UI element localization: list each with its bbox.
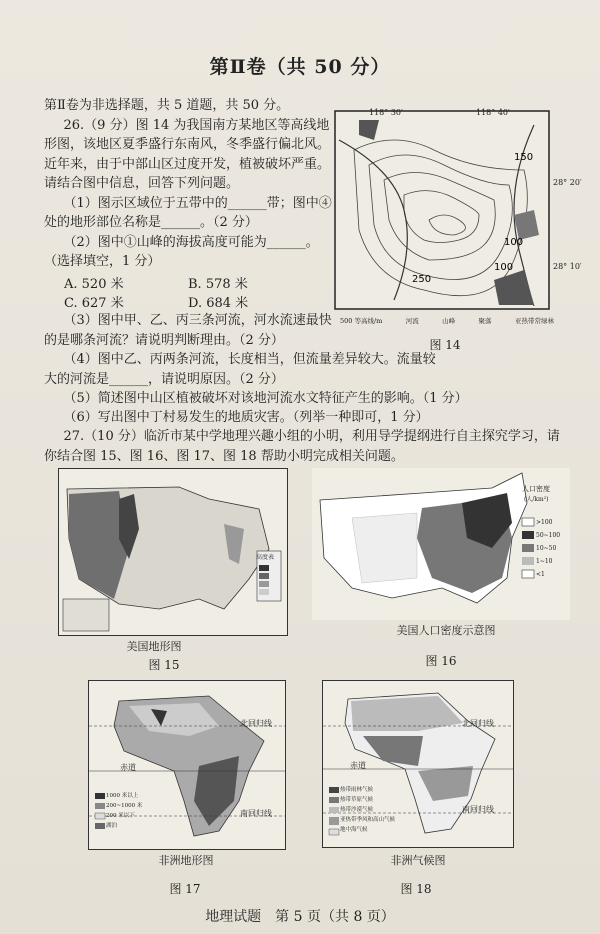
legend-item: 200~1000 米: [106, 803, 143, 809]
legend-item: 热带草原气候: [340, 797, 374, 803]
fig17-equator: 赤道: [120, 763, 136, 772]
legend-settlement: 聚落: [478, 317, 492, 325]
figure-18-caption: 图 18: [400, 882, 432, 896]
question-26-block: [44, 96, 334, 272]
option-b: B. 578 米: [188, 277, 248, 292]
legend-item: 50~100: [536, 532, 561, 539]
figure-15-caption: 图 15: [148, 658, 180, 672]
figure-14-caption: 图 14: [429, 338, 461, 352]
figure-16-caption: 图 16: [425, 654, 457, 668]
option-c: C. 627 米: [64, 296, 124, 311]
option-d: D. 684 米: [188, 296, 249, 311]
lon-label-2: 118° 40′: [476, 108, 510, 117]
page-footer: 地理试题 第 5 页（共 8 页）: [205, 909, 395, 925]
legend-item: 湖泊: [106, 823, 118, 829]
lat-label-2: 28° 10′: [553, 262, 582, 271]
fig16-legend: [536, 516, 560, 581]
figure-15-subcaption: 美国地形图: [126, 640, 182, 653]
legend-item: <1: [536, 571, 545, 578]
q26-part3: （3）图中甲、乙、丙三条河流，河水流速最快的是哪条河流？请说明判断理由。（2 分）: [44, 313, 332, 348]
figure-14-legend: [340, 316, 554, 325]
legend-item: 200 米以下: [106, 813, 135, 819]
legend-forest: 亚热带常绿林: [514, 317, 554, 325]
contour-label-150: 150: [514, 152, 534, 163]
figure-14-contour-map: [334, 110, 550, 310]
page-title: 第Ⅱ卷（共 50 分）: [209, 56, 391, 78]
figure-17-caption: 图 17: [169, 882, 201, 896]
legend-item: 热带沙漠气候: [340, 807, 374, 813]
fig18-tropic-n: 北回归线: [462, 719, 494, 728]
q26-stem: 26.（9 分）图 14 为我国南方某地区等高线地形图，该地区夏季盛行东南风，冬季盛行偏北风。近年来，由于中部山区过度开发，植被破坏严重。请结合图中信息，回答下列问题。: [44, 117, 331, 191]
q26-part5: （5）简述图中山区植被破坏对该地河流水文特征产生的影响。（1 分）: [63, 391, 468, 406]
contour-label-250: 250: [412, 274, 432, 285]
figure-16-subcaption: 美国人口密度示意图: [396, 624, 496, 637]
fig18-equator: 赤道: [350, 761, 366, 770]
question-27: 27.（10 分）临沂市某中学地理兴趣小组的小明，利用导学提纲进行自主探究学习，请你结合图 15、图 16、图 17、图 18 帮助小明完成相关问题。: [44, 429, 560, 464]
option-a: A. 520 米: [64, 277, 124, 292]
q26-part6: （6）写出图中丁村易发生的地质灾害。（列举一种即可，1 分）: [63, 410, 429, 425]
legend-item: >100: [536, 519, 553, 526]
legend-river: 河流: [405, 317, 419, 325]
legend-item: 地中海气候: [340, 827, 368, 833]
contour-label-100a: 100: [504, 237, 524, 248]
fig17-tropic-s: 南回归线: [240, 809, 272, 818]
contour-label-100b: 100: [494, 262, 514, 273]
q26-part2: （2）图中①山峰的海拔高度可能为______。（选择填空，1 分）: [44, 234, 319, 269]
legend-item: 1~10: [536, 558, 553, 565]
fig18-legend: [340, 785, 395, 835]
figure-17-subcaption: 非洲地形图: [158, 854, 214, 867]
legend-item: 10~50: [536, 545, 557, 552]
section-intro: 第Ⅱ卷为非选择题，共 5 道题，共 50 分。: [44, 98, 290, 113]
legend-item: 亚热带季风和高山气候: [340, 817, 396, 823]
figure-18-subcaption: 非洲气候图: [390, 854, 446, 867]
legend-contour: 500 等高线/m: [340, 317, 383, 325]
lon-label-1: 118° 30′: [369, 108, 403, 117]
fig15-legend-title: 高度表: [256, 554, 275, 561]
fig17-tropic-n: 北回归线: [240, 719, 272, 728]
figure-15-us-terrain-map: [58, 468, 288, 636]
fig17-legend: [106, 791, 142, 831]
legend-item: 1000 米以上: [106, 793, 139, 799]
q26-part1: （1）图示区域位于五带中的______带；图中④处的地形部位名称是______。（2 分）: [44, 195, 332, 230]
fig16-legend-unit: (人/km²): [524, 496, 549, 503]
legend-peak: 山峰: [442, 317, 456, 325]
lat-label-1: 28° 20′: [553, 178, 582, 187]
q26-part4: （4）图中乙、丙两条河流，长度相当，但流量差异较大。流量较大的河流是______，请说明原因。（2 分）: [44, 352, 436, 387]
fig16-legend-title: 人口密度: [522, 485, 550, 493]
legend-item: 热带雨林气候: [340, 787, 374, 793]
fig18-tropic-s: 南回归线: [462, 805, 494, 814]
